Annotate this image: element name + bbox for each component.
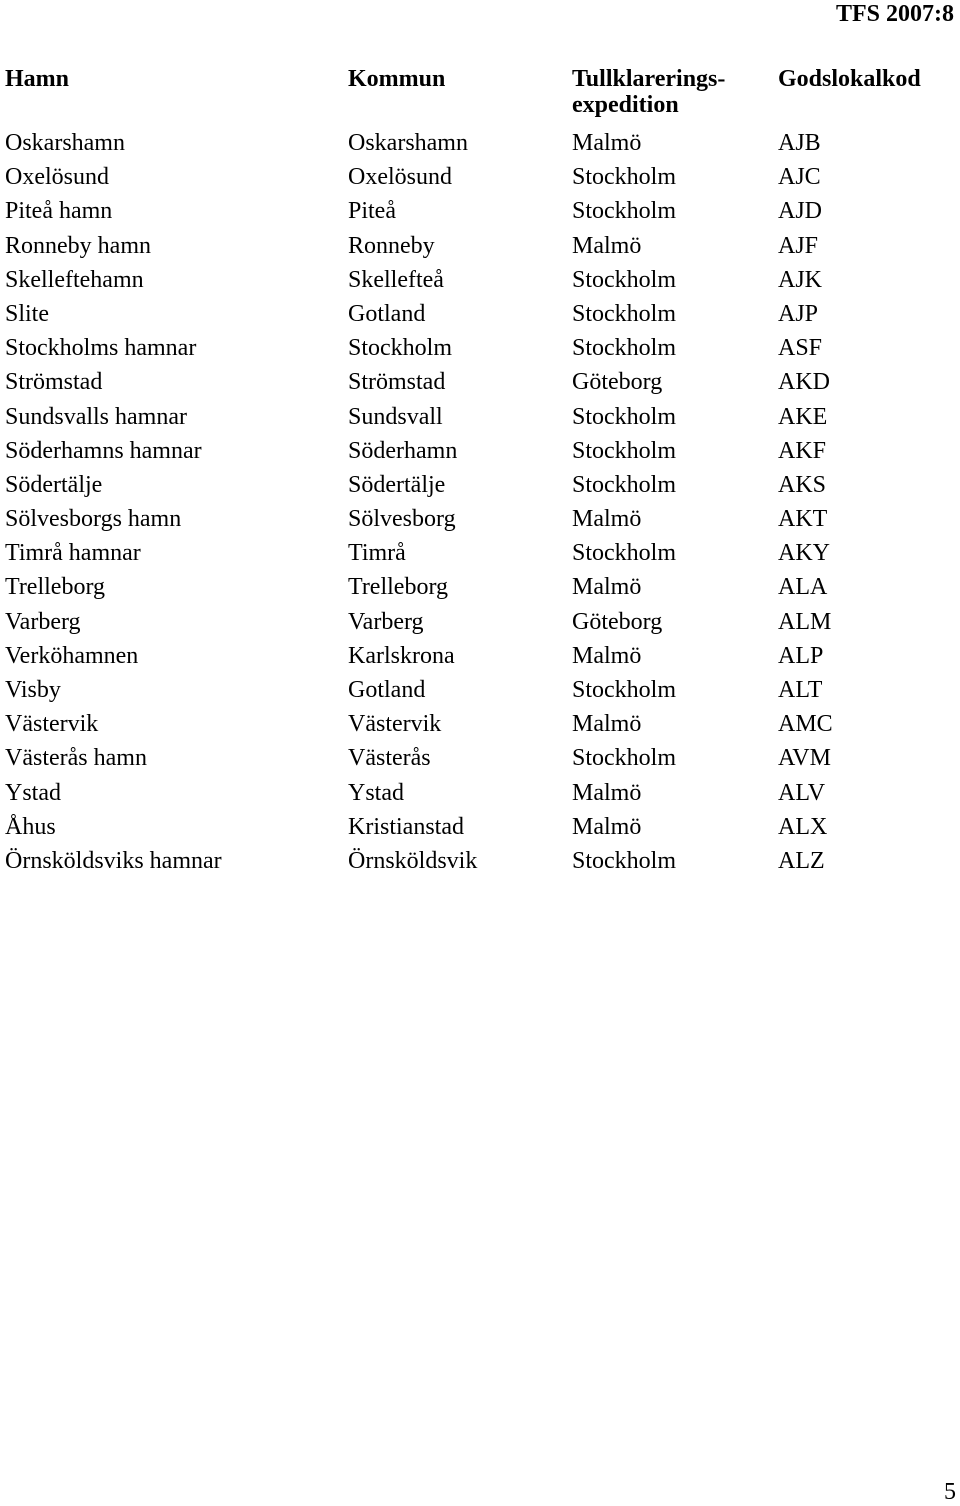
cell-hamn: Örnsköldsviks hamnar [5,847,222,874]
table-row [5,741,948,775]
column-header-godslokalkod: Godslokalkod [778,66,921,92]
table-row [5,844,948,878]
cell-hamn: Oskarshamn [5,130,125,156]
cell-kommun: Västerås [348,745,431,772]
cell-expedition: Göteborg [572,369,663,396]
cell-expedition: Stockholm [572,164,677,191]
cell-hamn: Trelleborg [5,574,106,601]
cell-godslokalkod: ALV [778,779,826,806]
cell-hamn: Strömstad [5,369,103,396]
cell-kommun: Varberg [348,608,424,635]
table-row [5,400,948,434]
cell-kommun: Ystad [348,779,404,806]
cell-hamn: Sölvesborgs hamn [5,506,182,533]
table-row [5,536,948,570]
cell-godslokalkod: AKE [778,403,828,430]
table-row [5,810,948,844]
cell-hamn: Sundsvalls hamnar [5,403,187,430]
cell-expedition: Malmö [572,711,642,738]
table-row [5,639,948,673]
cell-godslokalkod: ALM [778,608,832,635]
cell-expedition: Malmö [572,232,642,259]
table-row [5,194,948,228]
table-row [5,605,948,639]
cell-godslokalkod: AKS [778,471,827,498]
cell-expedition: Malmö [572,813,642,840]
cell-godslokalkod: AJB [778,130,821,156]
cell-expedition: Stockholm [572,198,677,225]
cell-hamn: Åhus [5,813,56,840]
table-row [5,468,948,502]
cell-kommun: Oskarshamn [348,130,468,156]
cell-hamn: Slite [5,300,50,327]
table-row [5,707,948,741]
cell-kommun: Strömstad [348,369,446,396]
cell-expedition: Stockholm [572,471,677,498]
cell-hamn: Visby [5,677,61,703]
table-row [5,434,948,468]
column-header-expedition: Tullklarerings- expedition [572,66,726,118]
cell-hamn: Timrå hamnar [5,540,141,567]
column-header-kommun: Kommun [348,66,446,92]
table-row [5,160,948,194]
cell-kommun: Västervik [348,711,442,738]
cell-kommun: Örnsköldsvik [348,847,478,874]
cell-expedition: Malmö [572,574,642,601]
cell-godslokalkod: AKD [778,369,830,396]
cell-godslokalkod: AKF [778,437,827,464]
cell-kommun: Trelleborg [348,574,449,601]
cell-godslokalkod: ALZ [778,847,825,874]
cell-kommun: Timrå [348,540,406,567]
cell-godslokalkod: ASF [778,335,823,362]
cell-expedition: Malmö [572,779,642,806]
cell-kommun: Gotland [348,677,426,703]
cell-kommun: Oxelösund [348,164,452,191]
cell-expedition: Göteborg [572,608,663,635]
cell-expedition: Stockholm [572,335,677,362]
table-row [5,126,948,160]
cell-kommun: Sundsvall [348,403,443,430]
document-reference: TFS 2007:8 [835,1,954,27]
table-row [5,263,948,297]
cell-godslokalkod: AVM [778,745,831,772]
cell-expedition: Stockholm [572,437,677,464]
cell-godslokalkod: ALX [778,813,828,840]
page-number: 5 [944,1479,956,1505]
cell-kommun: Skellefteå [348,266,444,293]
cell-hamn: Västervik [5,711,99,738]
cell-kommun: Sölvesborg [348,506,456,533]
cell-godslokalkod: AKT [778,506,828,533]
cell-hamn: Stockholms hamnar [5,335,197,362]
cell-hamn: Ronneby hamn [5,232,151,259]
cell-kommun: Ronneby [348,232,435,259]
table-row [5,297,948,331]
cell-hamn: Söderhamns hamnar [5,437,202,464]
table-row [5,570,948,604]
cell-expedition: Malmö [572,506,642,533]
cell-expedition: Stockholm [572,403,677,430]
cell-kommun: Stockholm [348,335,453,362]
header-row [5,62,948,126]
cell-hamn: Oxelösund [5,164,109,191]
cell-godslokalkod: AJC [778,164,821,191]
cell-godslokalkod: AJP [778,300,819,327]
cell-godslokalkod: ALA [778,574,828,601]
cell-godslokalkod: AKY [778,540,830,567]
cell-hamn: Verköhamnen [5,642,139,669]
table-row [5,673,948,707]
cell-kommun: Karlskrona [348,642,455,669]
cell-kommun: Södertälje [348,471,446,498]
cell-hamn: Ystad [5,779,61,806]
cell-expedition: Malmö [572,642,642,669]
cell-godslokalkod: AJD [778,198,823,225]
cell-kommun: Piteå [348,198,396,225]
cell-expedition: Stockholm [572,677,677,703]
cell-godslokalkod: AJK [778,266,823,293]
table-row [5,365,948,399]
cell-godslokalkod: AMC [778,711,833,738]
port-table [5,62,948,878]
cell-hamn: Piteå hamn [5,198,113,225]
cell-kommun: Kristianstad [348,813,464,840]
cell-kommun: Söderhamn [348,437,458,464]
table-row [5,776,948,810]
column-header-hamn: Hamn [5,66,70,92]
cell-expedition: Stockholm [572,847,677,874]
table-body [5,126,948,878]
cell-expedition: Stockholm [572,266,677,293]
cell-godslokalkod: AJF [778,232,819,259]
cell-expedition: Stockholm [572,745,677,772]
cell-hamn: Skelleftehamn [5,266,144,293]
cell-kommun: Gotland [348,300,426,327]
cell-expedition: Stockholm [572,300,677,327]
table-header [5,62,948,126]
table-row [5,229,948,263]
table-row [5,331,948,365]
cell-godslokalkod: ALT [778,677,823,703]
cell-hamn: Västerås hamn [5,745,147,772]
cell-expedition: Malmö [572,130,642,156]
table-row [5,502,948,536]
cell-hamn: Södertälje [5,471,103,498]
cell-godslokalkod: ALP [778,642,824,669]
cell-expedition: Stockholm [572,540,677,567]
cell-hamn: Varberg [5,608,81,635]
